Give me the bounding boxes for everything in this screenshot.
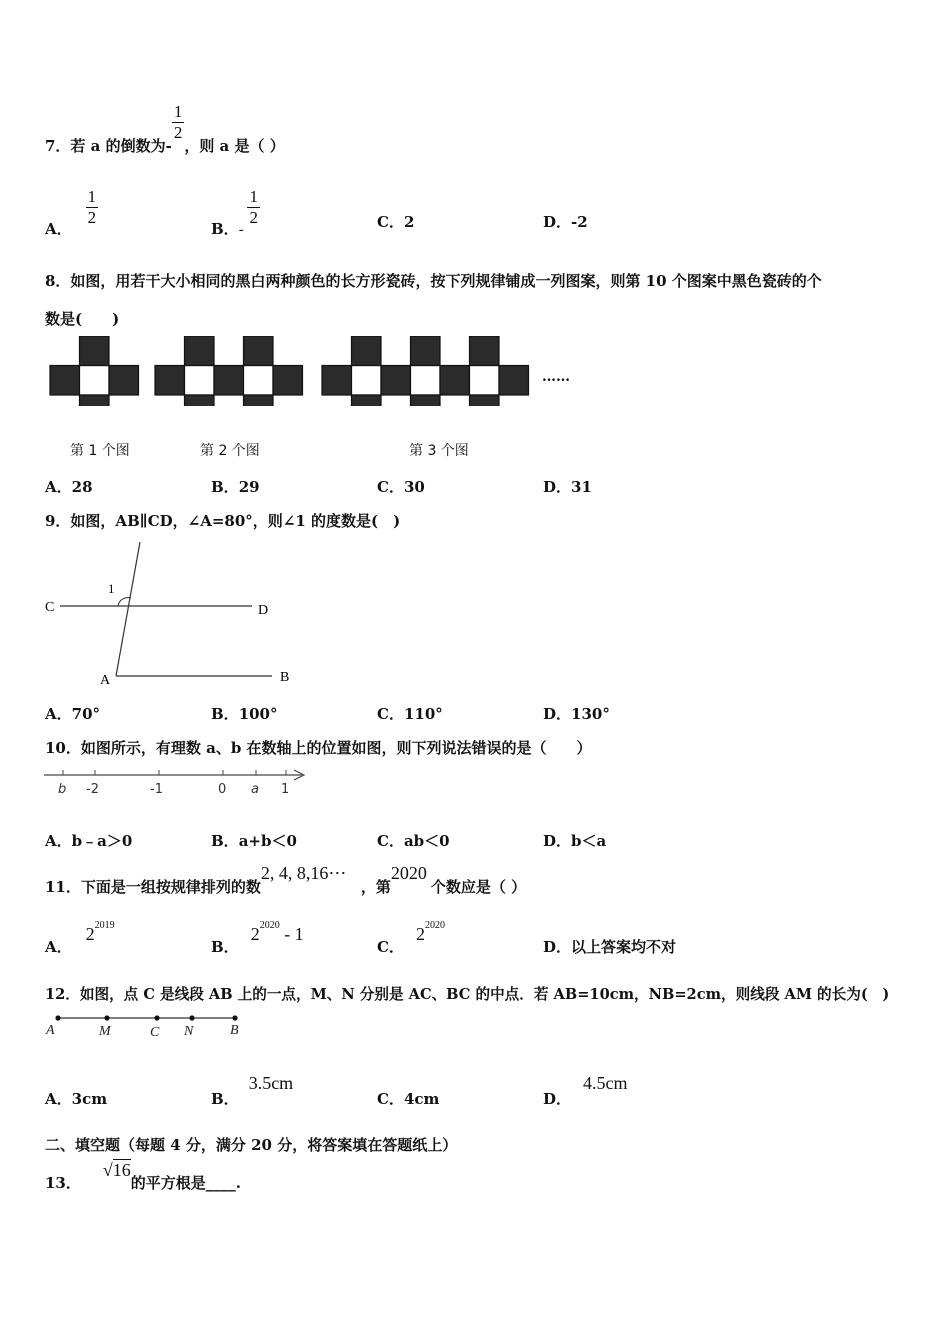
white-tile — [185, 366, 215, 396]
q13-answer-blank: ____ — [205, 1174, 236, 1192]
q8-line2: 数是( ) — [45, 310, 120, 328]
q11-index: 2020 — [390, 863, 427, 883]
q7-stem — [45, 102, 285, 155]
q12-point-b — [232, 1015, 237, 1020]
q11-option-c-base: 2 — [415, 924, 425, 944]
q12-point-n — [189, 1015, 194, 1020]
q8-caption-2: 第 2 个图 — [200, 443, 260, 459]
q9-stem: 9．如图，AB∥CD，∠A=80°，则∠1 的度数是( ) — [45, 512, 401, 530]
black-tile — [322, 366, 352, 396]
q13-stem: 13．√16的平方根是____. — [45, 1160, 242, 1192]
q9-label-b: B — [280, 670, 290, 685]
q12-point-c — [154, 1015, 159, 1020]
black-tile — [80, 395, 110, 406]
black-tile — [185, 395, 215, 406]
q10-option-b: B．a+b＜0 — [211, 832, 297, 850]
black-tile — [80, 336, 110, 366]
q7-text-post: ，则 a 是（ ） — [184, 136, 285, 155]
q11-option-b-base: 2 — [250, 924, 260, 944]
q10-option-d: D．b＜a — [543, 832, 607, 850]
black-tile — [440, 366, 470, 396]
q8-ellipsis: …… — [542, 369, 570, 385]
q11-sequence: 2, 4, 8,16⋯ — [260, 863, 347, 883]
white-tile — [244, 366, 274, 396]
q8-option-d: D．31 — [543, 478, 592, 496]
q9-label-angle-1: 1 — [108, 581, 115, 596]
section-2-heading: 二、填空题（每题 4 分，满分 20 分，将答案填在答题纸上） — [45, 1136, 458, 1154]
q10-label-b: b — [58, 782, 67, 797]
black-tile — [411, 395, 441, 406]
q11-option-d: D．以上答案均不对 — [543, 938, 677, 956]
q12-option-c: C．4cm — [377, 1090, 440, 1108]
q12-label-b: B — [230, 1023, 239, 1038]
q7-option-a-frac: $\frac{1}{2}$ — [87, 187, 97, 227]
q11-option-a: A．$2^{2019}$ — [45, 920, 115, 956]
white-tile — [352, 366, 382, 396]
q12-label-c: C — [150, 1025, 160, 1040]
q12-label-n: N — [184, 1024, 194, 1039]
q10-label-neg2: -2 — [86, 782, 99, 797]
q8-tile-patterns — [45, 336, 605, 406]
q10-label-neg1: -1 — [150, 782, 163, 797]
q9-transversal — [116, 542, 140, 676]
q10-option-a: A．b﹣a＞0 — [45, 832, 133, 850]
q8-line1: 8．如图，用若干大小相同的黑白两种颜色的长方形瓷砖，按下列规律铺成一列图案，则第 10 个图案中黑色瓷砖的个 — [45, 272, 822, 290]
q7-text-pre: 7．若 a 的倒数为- — [45, 136, 172, 155]
white-tile — [80, 366, 110, 396]
q8-option-b: B．29 — [211, 478, 260, 496]
black-tile — [352, 336, 382, 366]
q12-option-b-value: 3.5cm — [248, 1073, 294, 1093]
q11-option-c: C．$2^{2020}$ — [377, 920, 445, 956]
q9-option-b: B．100° — [211, 705, 278, 723]
q9-label-c: C — [45, 600, 55, 615]
q12-stem: 12．如图，点 C 是线段 AB 上的一点，M、N 分别是 AC、BC 的中点．若 AB=10cm，NB=2cm，则线段 AM 的长为( ) — [45, 986, 890, 1003]
q7-option-b: B．- $\frac{1}{2}$ — [211, 187, 258, 238]
q8-option-c: C．30 — [377, 478, 425, 496]
q10-option-c: C．ab＜0 — [377, 832, 450, 850]
q9-option-d: D．130° — [543, 705, 610, 723]
black-tile — [499, 366, 529, 396]
q9-label-a: A — [100, 673, 111, 688]
black-tile — [470, 336, 500, 366]
q9-option-c: C．110° — [377, 705, 443, 723]
q11-option-b: B．$2^{2020} - 1$ — [211, 920, 304, 956]
q7-option-a: A． $\frac{1}{2}$ — [45, 187, 97, 238]
q7-option-d: D．-2 — [543, 213, 588, 231]
q13-sqrt: √16 — [102, 1160, 131, 1180]
black-tile — [470, 395, 500, 406]
q7-option-b-frac: $\frac{1}{2}$ — [249, 187, 258, 227]
q9-parallel-lines-figure — [40, 535, 310, 690]
q12-point-m — [104, 1015, 109, 1020]
q12-option-a: A．3cm — [45, 1090, 108, 1108]
q7-option-c: C．2 — [377, 213, 415, 231]
q12-option-b: B．3.5cm — [211, 1073, 294, 1108]
q8-caption-1: 第 1 个图 — [70, 443, 130, 459]
q12-segment-figure — [40, 1010, 250, 1040]
q10-number-line — [40, 765, 315, 800]
black-tile — [244, 336, 274, 366]
q12-option-d-value: 4.5cm — [583, 1073, 628, 1093]
q10-stem: 10．如图所示，有理数 a、b 在数轴上的位置如图，则下列说法错误的是（ ） — [45, 739, 592, 757]
black-tile — [185, 336, 215, 366]
black-tile — [155, 366, 185, 396]
q12-option-d: D．4.5cm — [543, 1073, 628, 1108]
q11-option-c-exp: 2020 — [424, 920, 445, 931]
black-tile — [214, 366, 244, 396]
black-tile — [244, 395, 274, 406]
q13-radicand: 16 — [112, 1160, 131, 1180]
q12-label-m: M — [99, 1024, 111, 1039]
q12-label-a: A — [46, 1023, 55, 1038]
q12-point-a — [55, 1015, 60, 1020]
black-tile — [381, 366, 411, 396]
black-tile — [50, 366, 80, 396]
q10-label-1: 1 — [281, 782, 290, 797]
q10-label-a: a — [251, 782, 259, 797]
q11-option-a-exp: 2019 — [94, 920, 115, 931]
q11-stem: 11．下面是一组按规律排列的数2, 4, 8,16⋯，第2020个数应是（ ） — [45, 863, 527, 896]
q11-option-b-exp: 2020 — [259, 920, 280, 931]
q11-option-b-suffix: - 1 — [279, 924, 304, 944]
q11-option-a-base: 2 — [85, 924, 95, 944]
black-tile — [273, 366, 303, 396]
q7-fraction: $\frac{1}{2}$ — [173, 102, 183, 142]
q8-option-a: A．28 — [45, 478, 93, 496]
black-tile — [352, 395, 382, 406]
q10-label-0: 0 — [218, 782, 227, 797]
white-tile — [411, 366, 441, 396]
black-tile — [109, 366, 139, 396]
white-tile — [470, 366, 500, 396]
q8-caption-3: 第 3 个图 — [409, 443, 469, 459]
q9-label-d: D — [258, 603, 269, 618]
black-tile — [411, 336, 441, 366]
q9-option-a: A．70° — [45, 705, 101, 723]
